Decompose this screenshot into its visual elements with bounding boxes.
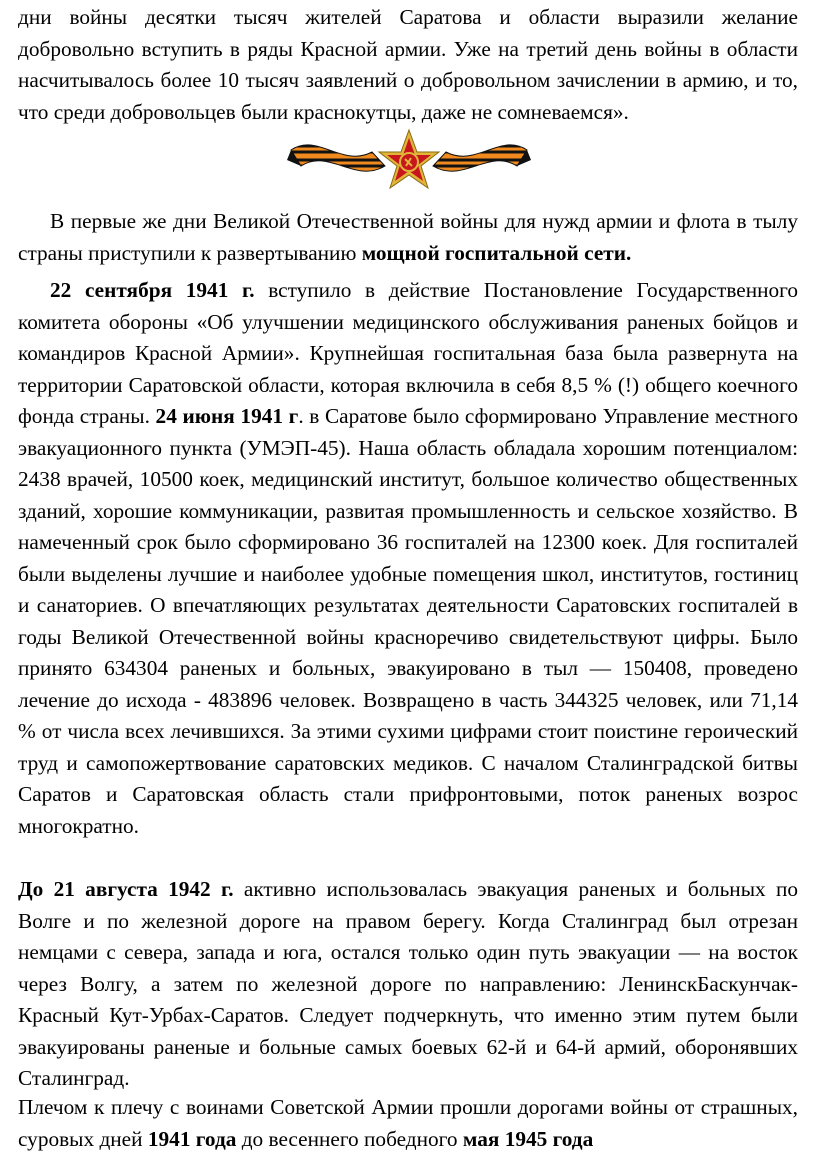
paragraph-shoulder-to-shoulder: Плечом к плечу с воинами Советской Армии прошли дорогами войны от страшных, суровых дней 1941 года до весеннего победного мая 1945 года xyxy=(18,1095,798,1151)
paragraph-volunteers: дни войны десятки тысяч жителей Саратова и области выразили желание добровольно вступить в ряды Красной армии. Уже на третий день войны в области насчитывалось более 10 тысяч заявлений о добровольном зачислении в армию, и то, что среди добровольцев были краснокутцы, даже не сомневаемся». xyxy=(18,5,798,124)
paragraph-evacuation: До 21 августа 1942 г. активно использовалась эвакуация раненых и больных по Волге и по железной дороге на правом берегу. Когда Сталинград был отрезан немцами с севера, запада и юга, остался только один путь эвакуации — на восток через Волгу, а затем по железной дороге по направлению: ЛенинскБаскунчак-Красный Кут-Урбах-Саратов. Следует подчеркнуть, что именно этим путем были эвакуированы раненые и больные самых боевых 62-й и 64-й армий, оборонявших Сталинград. xyxy=(18,877,798,1090)
st-george-ribbon-order-icon xyxy=(287,128,531,194)
paragraph-decree-statistics: 22 сентября 1941 г. вступило в действие Постановление Государственного комитета обороны «Об улучшении медицинского обслуживания раненых бойцов и командиров Красной Армии». Крупнейшая госпитальная база была развернута на территории Саратовской области, которая включила в себя 8,5 % (!) общего коечного фонда страны. 24 июня 1941 г. в Саратове было сформировано Управление местного эвакуационного пункта (УМЭП-45). Наша область обладала хорошим потенциалом: 2438 врачей, 10500 коек, медицинский институт, большое количество общественных зданий, хорошие коммуникации, развитая промышленность и сельское хозяйство. В намеченный срок было сформировано 36 госпиталей на 12300 коек. Для госпиталей были выделены лучшие и наиболее удобные помещения школ, институтов, гостиниц и санаториев. О впечатляющих результатах деятельности Саратовских госпиталей в годы Великой Отечественной войны красноречиво свидетельствуют цифры. Было принято 634304 раненых и больных, эвакуировано в тыл — 150408, проведено лечение до исхода - 483896 человек. Возвращено в часть 344325 человек, или 71,14 % от числа всех лечившихся. За этими сухими цифрами стоит поистине героический труд и самопожертвование саратовских медиков. С началом Сталинградской битвы Саратов и Саратовская область стали прифронтовыми, поток раненых возрос многократно. xyxy=(18,278,799,838)
paragraph-hospital-network: В первые же дни Великой Отечественной войны для нужд армии и флота в тылу страны приступили к развертыванию мощной госпитальной сети. xyxy=(18,209,798,265)
